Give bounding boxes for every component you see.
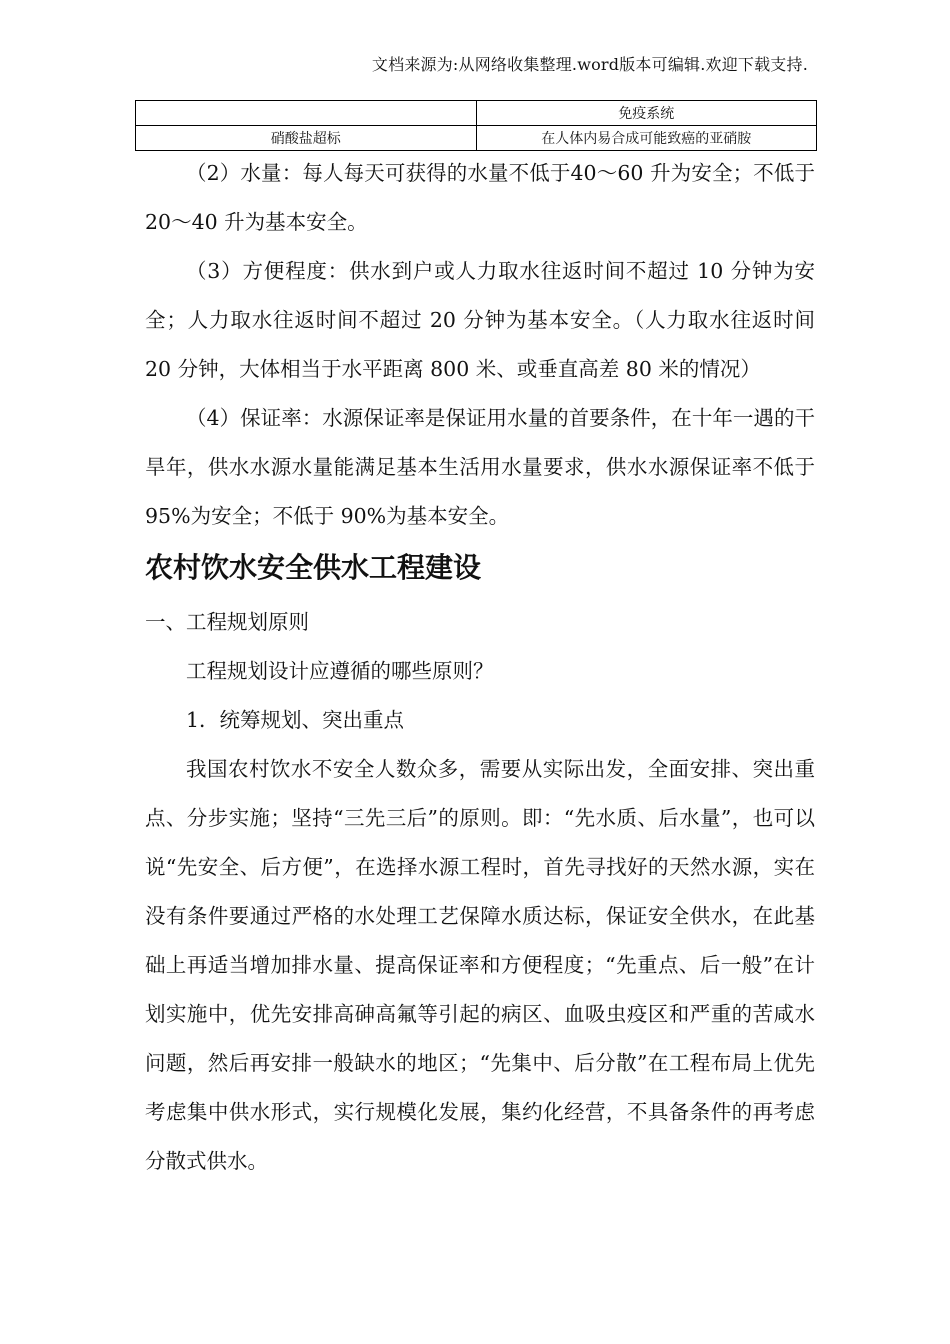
- subsection-heading: 一、工程规划原则: [145, 610, 309, 634]
- item-heading: 1．统筹规划、突出重点: [186, 708, 405, 732]
- table-cell: [136, 101, 477, 126]
- section-heading: 农村饮水安全供水工程建设: [145, 551, 482, 584]
- paragraph-principles: 我国农村饮水不安全人数众多，需要从实际出发，全面安排、突出重点、分步实施；坚持“三先三后”的原则。即：“先水质、后水量”，也可以说“先安全、后方便”，在选择水源工程时，首先寻找好的天然水源，实在没有条件要通过严格的水处理工艺保障水质达标，保证安全供水，在此基础上再适当增加排水量、提高保证率和方便程度；“先重点、后一般”在计划实施中，优先安排高砷高氟等引起的病区、血吸虫疫区和严重的苦咸水问题，然后再安排一般缺水的地区；“先集中、后分散”在工程布局上优先考虑集中供水形式，实行规模化发展，集约化经营，不具备条件的再考虑分散式供水。: [145, 757, 815, 1173]
- paragraph-guarantee-rate: （4）保证率：水源保证率是保证用水量的首要条件，在十年一遇的干旱年，供水水源水量能满足基本生活用水量要求，供水水源保证率不低于 95%为安全；不低于 90%为基本安全。: [145, 406, 815, 528]
- document-source-note: 文档来源为:从网络收集整理.word版本可编辑.欢迎下载支持.: [371, 55, 808, 74]
- paragraph-convenience: （3）方便程度：供水到户或人力取水往返时间不超过 10 分钟为安全；人力取水往返时间不超过 20 分钟为基本安全。（人力取水往返时间 20 分钟，大体相当于水平距离 800 米、或垂直高差 80 米的情况）: [145, 259, 815, 381]
- contaminant-table: [135, 100, 817, 151]
- table-row: [136, 101, 817, 126]
- table-row: [136, 126, 817, 151]
- paragraph-water-quantity: （2）水量：每人每天可获得的水量不低于40～60 升为安全；不低于 20～40 升为基本安全。: [145, 161, 815, 234]
- table-cell: 硝酸盐超标: [136, 126, 477, 151]
- principles-section: [145, 598, 815, 1186]
- table-cell: 免疫系统: [476, 101, 817, 126]
- question-line: 工程规划设计应遵循的哪些原则？: [186, 659, 494, 683]
- table-cell: 在人体内易合成可能致癌的亚硝胺: [476, 126, 817, 151]
- criteria-section: [145, 149, 815, 541]
